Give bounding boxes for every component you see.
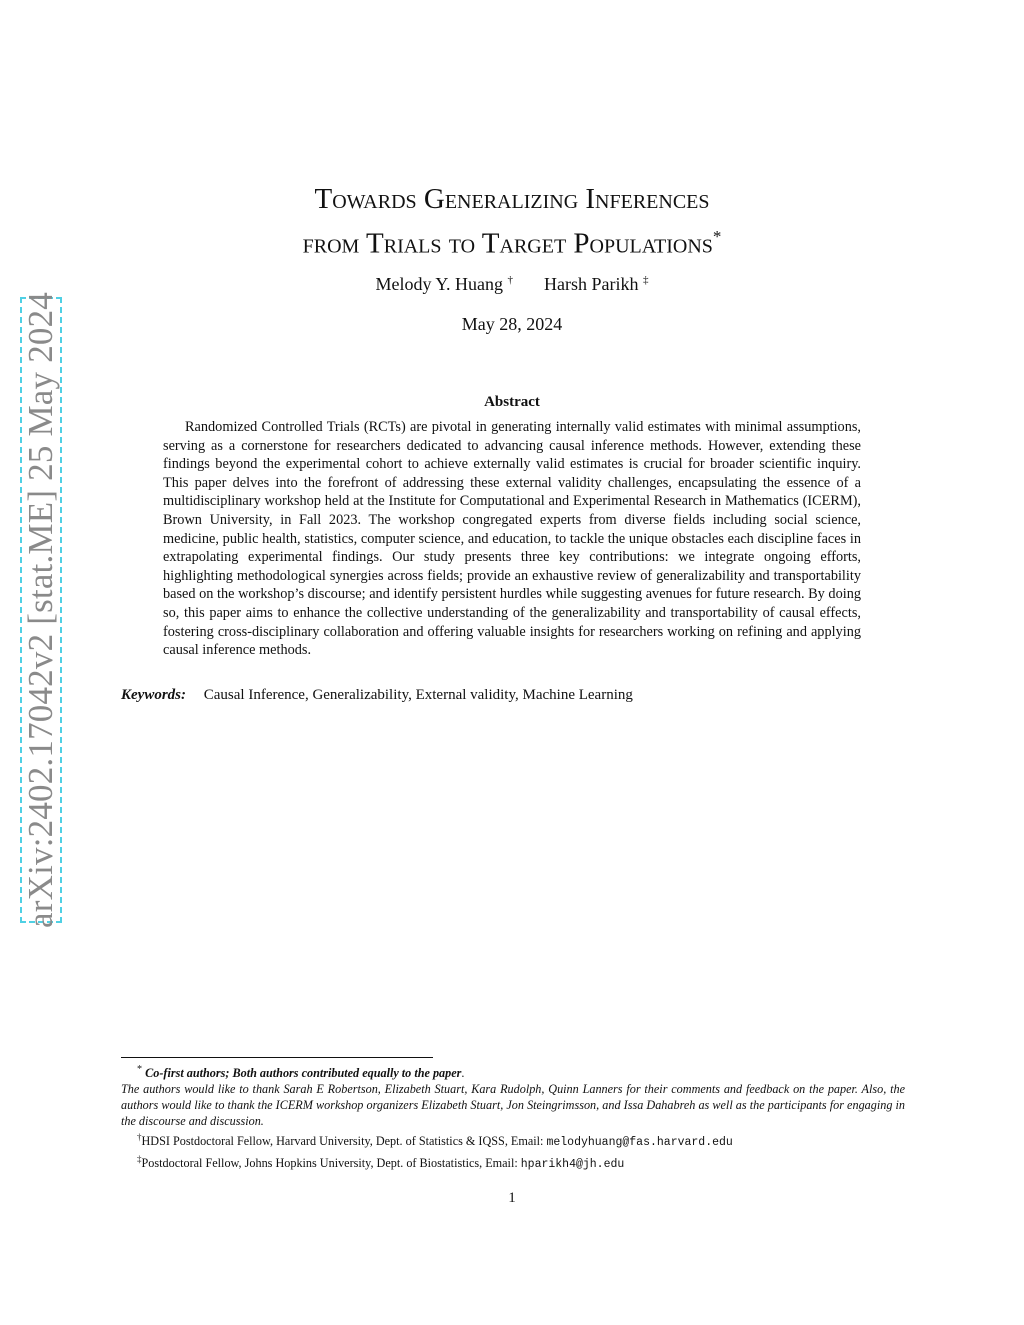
abstract-text: Randomized Controlled Trials (RCTs) are pivotal in generating internally valid estimates with minimal assumptions, serving as a cornerstone for researchers dedicated to advancing causal inference methods. However, extending these findings beyond the experimental cohort to achieve externally valid estimates is crucial for broader scientific inquiry. This paper delves into the forefront of addressing these external validity challenges, encapsulating the essence of a multidisciplinary workshop held at the Institute for Computational and Experimental Research in Mathematics (ICERM), Brown University, in Fall 2023. The workshop congregated experts from diverse fields including social science, medicine, public health, statistics, computer science, and education, to tackle the unique obstacles each discipline faces in extrapolating experimental findings. Our study presents three key contributions: we integrate ongoing efforts, highlighting methodological synergies across fields; provide an exhaustive review of generalizability and transportability based on the workshop’s discourse; and identify persistent hurdles while suggesting avenues for future research. By doing so, this paper aims to enhance the collective understanding of the generalizability and transportability of causal effects, fostering cross-disciplinary collaboration and offering valuable insights for researchers working on refining and applying causal inference methods. <box>163 419 861 659</box>
keywords <box>121 687 921 704</box>
footnote-co-first-text: Co-first authors; Both authors contributed equally to the paper <box>145 1066 462 1081</box>
keywords-label: Keywords: <box>121 687 186 703</box>
author-footnote-marker[interactable]: † <box>507 274 513 286</box>
affiliation-text: Postdoctoral Fellow, Johns Hopkins University, Dept. of Biostatistics, Email: <box>141 1156 521 1171</box>
paper-date: May 28, 2024 <box>461 314 563 334</box>
footnote-co-first <box>137 1062 905 1081</box>
author-list <box>0 274 1024 295</box>
footnotes <box>121 1062 905 1173</box>
footnote-ddagger-marker: ‡ <box>137 1154 142 1165</box>
footnote-rule <box>121 1057 433 1058</box>
arxiv-stamp[interactable] <box>20 292 62 928</box>
footnote-acknowledgment: The authors would like to thank Sarah E Robertson, Elizabeth Stuart, Kara Rudolph, Quinn Lanners for their comments and feedback on the paper. Also, the authors would like to thank the ICERM workshop organizers Elizabeth Stuart, Jon Steingrimsson, and Issa Dahabreh as well as the participants for engaging in the discourse and discussion. <box>121 1082 905 1129</box>
author-footnote-marker[interactable]: ‡ <box>642 274 649 286</box>
arxiv-stamp-text: arXiv:2402.17042v2 [stat.ME] 25 May 2024 <box>21 292 60 928</box>
email-link[interactable]: melodyhuang@fas.harvard.edu <box>546 1136 733 1150</box>
page-number: 1 <box>508 1190 516 1206</box>
paper-title <box>0 180 1024 263</box>
footnote-dagger-marker: † <box>137 1132 142 1143</box>
affiliation-text: HDSI Postdoctoral Fellow, Harvard University, Dept. of Statistics & IQSS, Email: <box>141 1134 547 1149</box>
email-link[interactable]: hparikh4@jh.edu <box>520 1158 625 1172</box>
title-line-2 <box>0 218 1024 263</box>
abstract-heading: Abstract <box>484 394 540 410</box>
footnote-affiliation <box>137 1151 905 1173</box>
footnote-star-marker: * <box>137 1064 143 1075</box>
title-line-1: Towards Generalizing Inferences <box>314 183 710 215</box>
title-footnote-marker[interactable]: * <box>712 227 722 246</box>
title-line-2-text: from Trials to Target Populations <box>302 227 713 260</box>
footnote-affiliation <box>137 1129 905 1151</box>
keywords-text: Causal Inference, Generalizability, External validity, Machine Learning <box>203 687 633 703</box>
footnote-co-first-end: . <box>461 1066 465 1081</box>
author-name: Harsh Parikh <box>544 274 639 294</box>
author-name: Melody Y. Huang <box>375 274 503 294</box>
